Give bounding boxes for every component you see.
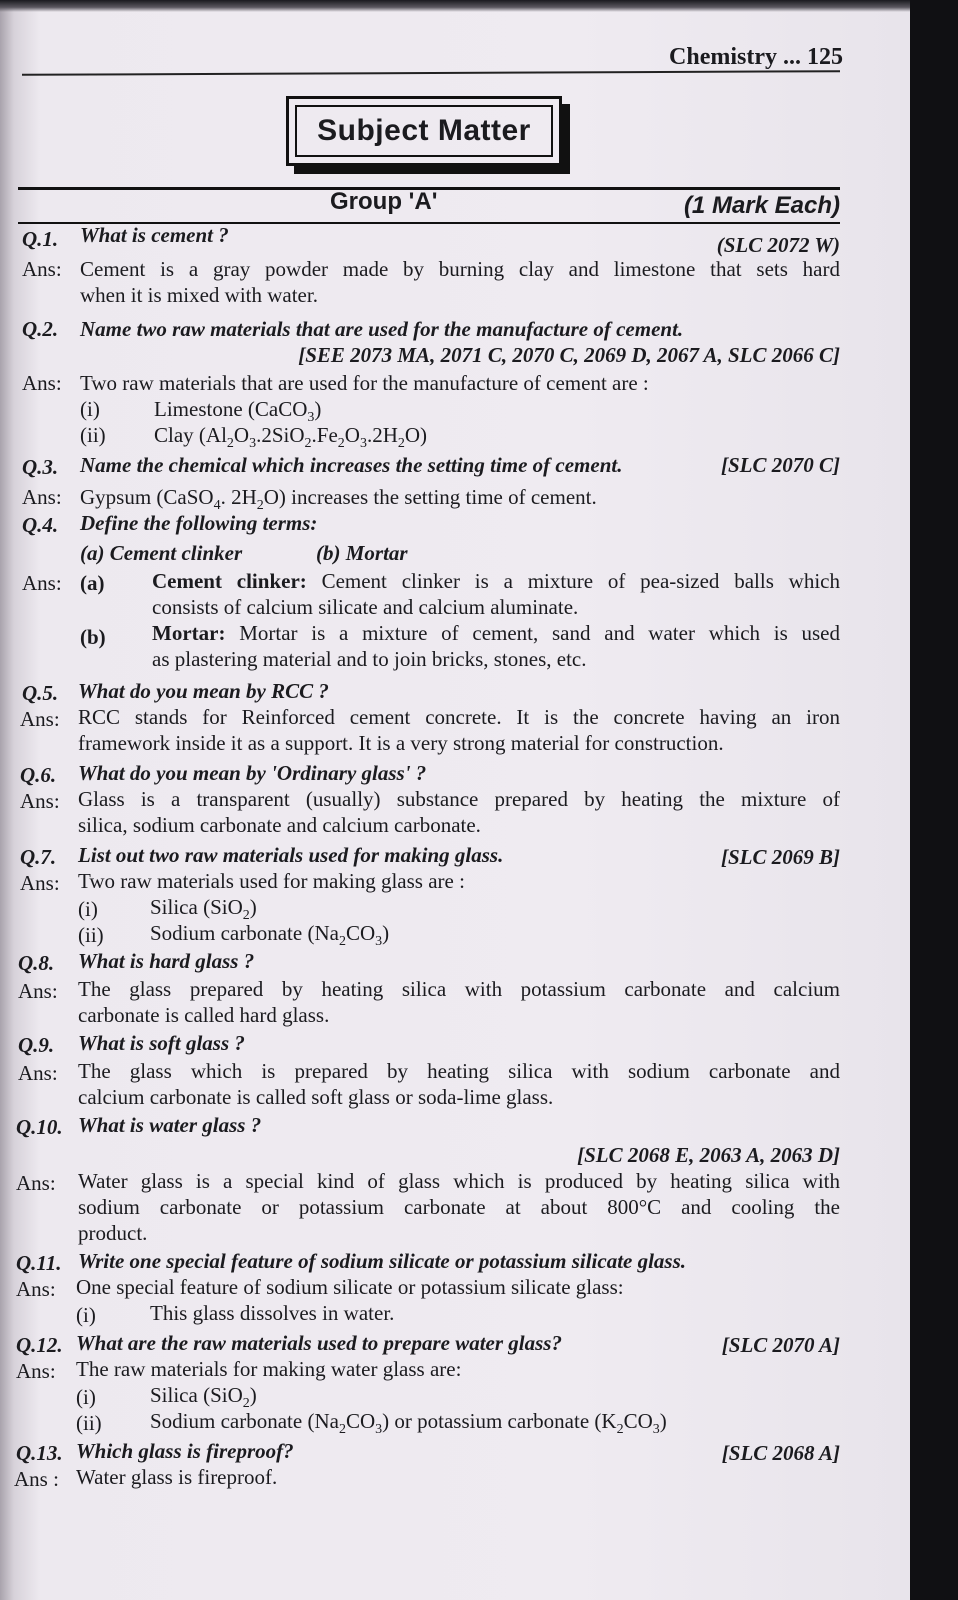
group-title: Group 'A'	[330, 188, 438, 215]
question-text: Name two raw materials that are used for the manufacture of cement.	[80, 317, 684, 341]
answer-line: Gypsum (CaSO$_4$. $2H_2O$) increases the setting time of cement.	[80, 485, 597, 514]
question-text: What do you mean by 'Ordinary glass' ?	[78, 761, 427, 785]
answer-label: Ans:	[16, 1171, 56, 1195]
question-number: Q.6.	[20, 763, 57, 787]
question-text: Write one special feature of sodium silicate or potassium silicate glass.	[78, 1249, 687, 1273]
list-label: (i)	[76, 1385, 96, 1409]
list-item: Sodium carbonate $(Na_2CO_3)$	[150, 921, 390, 950]
answer-line: The raw materials for making water glass are:	[76, 1357, 462, 1381]
question-number: Q.13.	[16, 1441, 63, 1465]
question-text: Define the following terms:	[80, 511, 318, 535]
answer-line: Two raw materials that are used for the manufacture of cement are :	[80, 371, 649, 395]
question-reference: [SLC 2068 A]	[721, 1441, 840, 1465]
list-label: (i)	[78, 897, 98, 921]
answer-label: Ans:	[20, 789, 60, 813]
answer-label: Ans:	[16, 1359, 56, 1383]
answer-line: framework inside it as a support. It is a very strong material for construction.	[78, 731, 724, 755]
page-edge-shadow	[910, 0, 958, 1600]
question-text: Name the chemical which increases the setting time of cement.	[80, 453, 623, 477]
answer-line: when it is mixed with water.	[80, 283, 318, 307]
list-item: This glass dissolves in water.	[150, 1301, 395, 1325]
group-marks: (1 Mark Each)	[683, 192, 840, 219]
header-rule	[22, 70, 840, 76]
question-number: Q.7.	[20, 845, 57, 869]
answer-line: carbonate is called hard glass.	[78, 1003, 330, 1027]
answer-label: Ans:	[22, 371, 62, 395]
answer-line: Glass is a transparent (usually) substance prepared by heating the mixture of	[78, 787, 840, 811]
list-item: Silica (SiO$_2$)	[150, 895, 257, 924]
answer-line: Water glass is a special kind of glass which is produced by heating silica with	[78, 1169, 840, 1193]
question-text: Which glass is fireproof?	[76, 1439, 294, 1463]
question-text: What is soft glass ?	[78, 1031, 245, 1055]
question-number: Q.2.	[22, 317, 59, 341]
question-number: Q.1.	[22, 227, 59, 251]
answer-label: Ans:	[16, 1277, 56, 1301]
answer-line: RCC stands for Reinforced cement concrete. It is the concrete having an iron	[78, 705, 840, 729]
list-label: (i)	[76, 1303, 96, 1327]
question-number: Q.12.	[16, 1333, 63, 1357]
list-item: Limestone (CaCO$_3$)	[154, 397, 322, 426]
question-reference: [SLC 2070 A]	[721, 1333, 840, 1357]
list-label: (ii)	[76, 1411, 102, 1435]
question-text: What are the raw materials used to prepare water glass?	[76, 1331, 562, 1355]
answer-label: Ans:	[18, 979, 58, 1003]
option-b: (b) Mortar	[316, 541, 408, 565]
list-item: Sodium carbonate $(Na_2CO_3)$ or potassium carbonate $(K_2CO_3)$	[150, 1409, 667, 1438]
answer-label: Ans:	[18, 1061, 58, 1085]
answer-line: calcium carbonate is called soft glass or soda-lime glass.	[78, 1085, 554, 1109]
question-text: What is cement ?	[80, 223, 229, 247]
list-label: (ii)	[80, 423, 106, 447]
question-number: Q.3.	[22, 455, 59, 479]
list-label: (ii)	[78, 923, 104, 947]
answer-line: Cement clinker: Cement clinker is a mixture of pea-sized balls which	[152, 569, 841, 593]
answer-line: sodium carbonate or potassium carbonate at about 800°C and cooling the	[78, 1195, 840, 1219]
question-reference: [SLC 2068 E, 2063 A, 2063 D]	[577, 1143, 840, 1167]
answer-line: One special feature of sodium silicate or potassium silicate glass:	[76, 1275, 624, 1299]
list-item: Clay $(Al_2O_3.2SiO_2.Fe_2O_3.2H_2O)$	[154, 423, 428, 452]
answer-label: Ans:	[22, 257, 62, 281]
question-text: What is water glass ?	[78, 1113, 262, 1137]
list-label: (b)	[80, 625, 106, 649]
question-number: Q.9.	[18, 1033, 55, 1057]
answer-label: Ans :	[14, 1467, 59, 1491]
option-a: (a) Cement clinker	[80, 541, 243, 565]
answer-line: The glass prepared by heating silica with potassium carbonate and calcium	[78, 977, 840, 1001]
answer-line: Mortar: Mortar is a mixture of cement, sand and water which is used	[152, 621, 840, 645]
page-header: Chemistry ... 125	[669, 44, 843, 70]
question-reference: [SLC 2069 B]	[720, 845, 840, 869]
question-number: Q.4.	[22, 513, 59, 537]
question-number: Q.5.	[22, 681, 59, 705]
answer-line: Water glass is fireproof.	[76, 1465, 278, 1489]
question-text: List out two raw materials used for making glass.	[78, 843, 504, 867]
question-reference: [SLC 2070 C]	[720, 453, 840, 477]
answer-line: consists of calcium silicate and calcium aluminate.	[152, 595, 579, 619]
answer-label: Ans:	[20, 871, 60, 895]
list-label: (a)	[80, 571, 105, 595]
answer-line: silica, sodium carbonate and calcium carbonate.	[78, 813, 481, 837]
answer-label: Ans:	[22, 571, 62, 595]
question-number: Q.10.	[16, 1115, 63, 1139]
answer-line: Cement is a gray powder made by burning clay and limestone that sets hard	[80, 257, 840, 281]
answer-line: product.	[78, 1221, 148, 1245]
question-reference: [SEE 2073 MA, 2071 C, 2070 C, 2069 D, 2067 A, SLC 2066 C]	[298, 343, 840, 367]
question-text: What do you mean by RCC ?	[78, 679, 329, 703]
question-number: Q.11.	[16, 1251, 62, 1275]
question-number: Q.8.	[18, 951, 55, 975]
question-reference: (SLC 2072 W)	[716, 233, 840, 257]
section-title-box	[286, 96, 562, 166]
list-label: (i)	[80, 397, 100, 421]
answer-label: Ans:	[20, 707, 60, 731]
section-title: Subject Matter	[295, 105, 553, 157]
answer-line: Two raw materials used for making glass are :	[78, 869, 465, 893]
answer-label: Ans:	[22, 485, 62, 509]
answer-line: The glass which is prepared by heating silica with sodium carbonate and	[78, 1059, 840, 1083]
answer-line: as plastering material and to join bricks, stones, etc.	[152, 647, 587, 671]
list-item: Silica (SiO$_2$)	[150, 1383, 257, 1412]
page-top-shadow	[0, 0, 958, 12]
question-text: What is hard glass ?	[78, 949, 255, 973]
